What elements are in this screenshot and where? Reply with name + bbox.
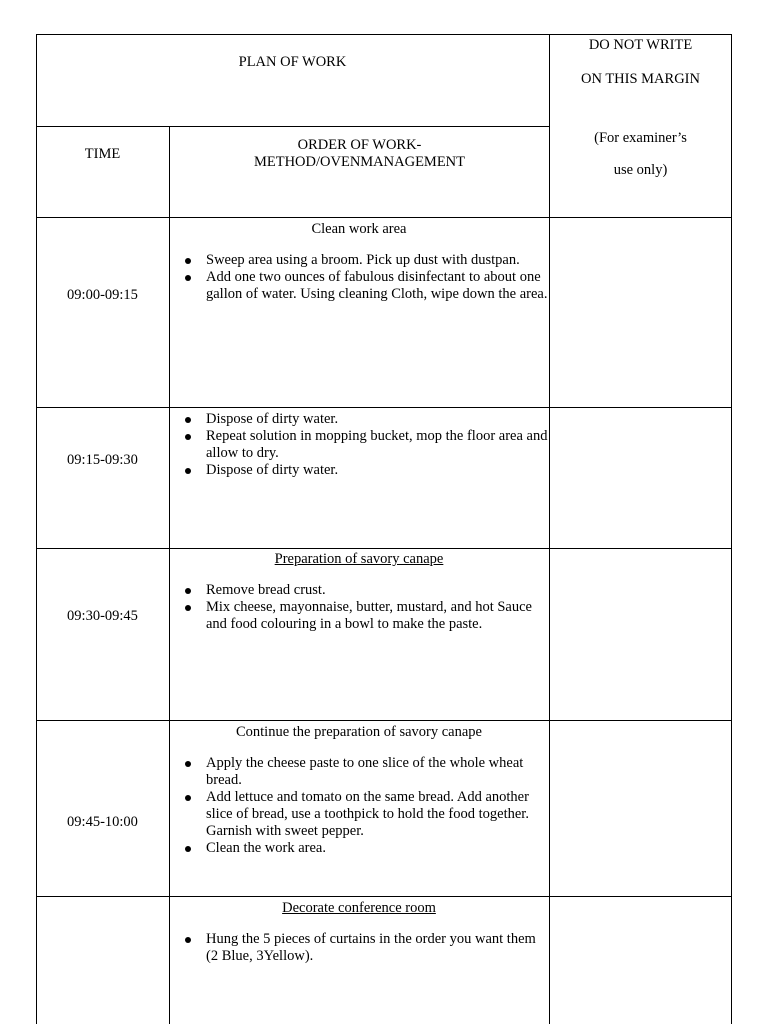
list-item: Apply the cheese paste to one slice of the whole wheat bread. — [170, 755, 548, 789]
margin-line-1: DO NOT WRITE — [588, 37, 693, 53]
list-item: Dispose of dirty water. — [170, 411, 548, 428]
margin-line-4: use only) — [613, 162, 668, 178]
row-3-tasks — [170, 551, 548, 633]
table-border-right — [731, 34, 732, 1024]
time-column-header: TIME — [84, 146, 121, 162]
list-item: Hung the 5 pieces of curtains in the order you want them (2 Blue, 3Yellow). — [170, 931, 548, 965]
row-4-time: 09:45-10:00 — [67, 814, 138, 830]
list-item: Remove bread crust. — [170, 582, 548, 599]
order-header-line-2: METHOD/OVENMANAGEMENT — [253, 154, 466, 170]
plan-of-work-table — [36, 34, 732, 1024]
row-divider-1 — [36, 407, 732, 408]
list-item: Dispose of dirty water. — [170, 462, 548, 479]
row-3-heading: Preparation of savory canape — [274, 551, 444, 567]
row-1-heading: Clean work area — [311, 221, 407, 237]
list-item: Clean the work area. — [170, 840, 548, 857]
row-5-heading: Decorate conference room — [282, 900, 436, 916]
row-2-time: 09:15-09:30 — [67, 452, 138, 468]
row-divider-title — [36, 126, 550, 127]
row-5-bullet-list — [170, 931, 548, 965]
row-4-tasks — [170, 724, 548, 857]
row-1-time: 09:00-09:15 — [67, 287, 138, 303]
order-column-header — [170, 137, 549, 171]
list-item: Sweep area using a broom. Pick up dust with dustpan. — [170, 252, 548, 269]
plan-title: PLAN OF WORK — [238, 54, 347, 70]
row-divider-2 — [36, 548, 732, 549]
table-border-top — [36, 34, 732, 35]
row-3-time: 09:30-09:45 — [67, 608, 138, 624]
row-1-bullet-list — [170, 252, 548, 303]
order-header-line-1: ORDER OF WORK- — [297, 137, 422, 153]
margin-line-2: ON THIS MARGIN — [581, 71, 700, 87]
examiner-margin-note — [550, 37, 731, 179]
row-divider-4 — [36, 896, 732, 897]
row-4-heading: Continue the preparation of savory canape — [235, 724, 482, 740]
list-item: Add one two ounces of fabulous disinfectant to about one gallon of water. Using cleaning Cloth, wipe down the area. — [170, 269, 548, 303]
row-4-bullet-list — [170, 755, 548, 857]
row-2-bullet-list — [170, 411, 548, 479]
row-2-tasks — [170, 411, 548, 479]
row-3-bullet-list — [170, 582, 548, 633]
row-1-tasks — [170, 221, 548, 303]
row-5-tasks — [170, 900, 548, 965]
list-item: Repeat solution in mopping bucket, mop the floor area and allow to dry. — [170, 428, 548, 462]
row-divider-3 — [36, 720, 732, 721]
column-divider-margin — [549, 34, 550, 1024]
table-border-left — [36, 34, 37, 1024]
list-item: Mix cheese, mayonnaise, butter, mustard, and hot Sauce and food colouring in a bowl to make the paste. — [170, 599, 548, 633]
margin-line-3: (For examiner’s — [594, 130, 687, 146]
row-divider-header — [36, 217, 732, 218]
list-item: Add lettuce and tomato on the same bread. Add another slice of bread, use a toothpick to hold the food together. Garnish with sweet pepper. — [170, 789, 548, 840]
